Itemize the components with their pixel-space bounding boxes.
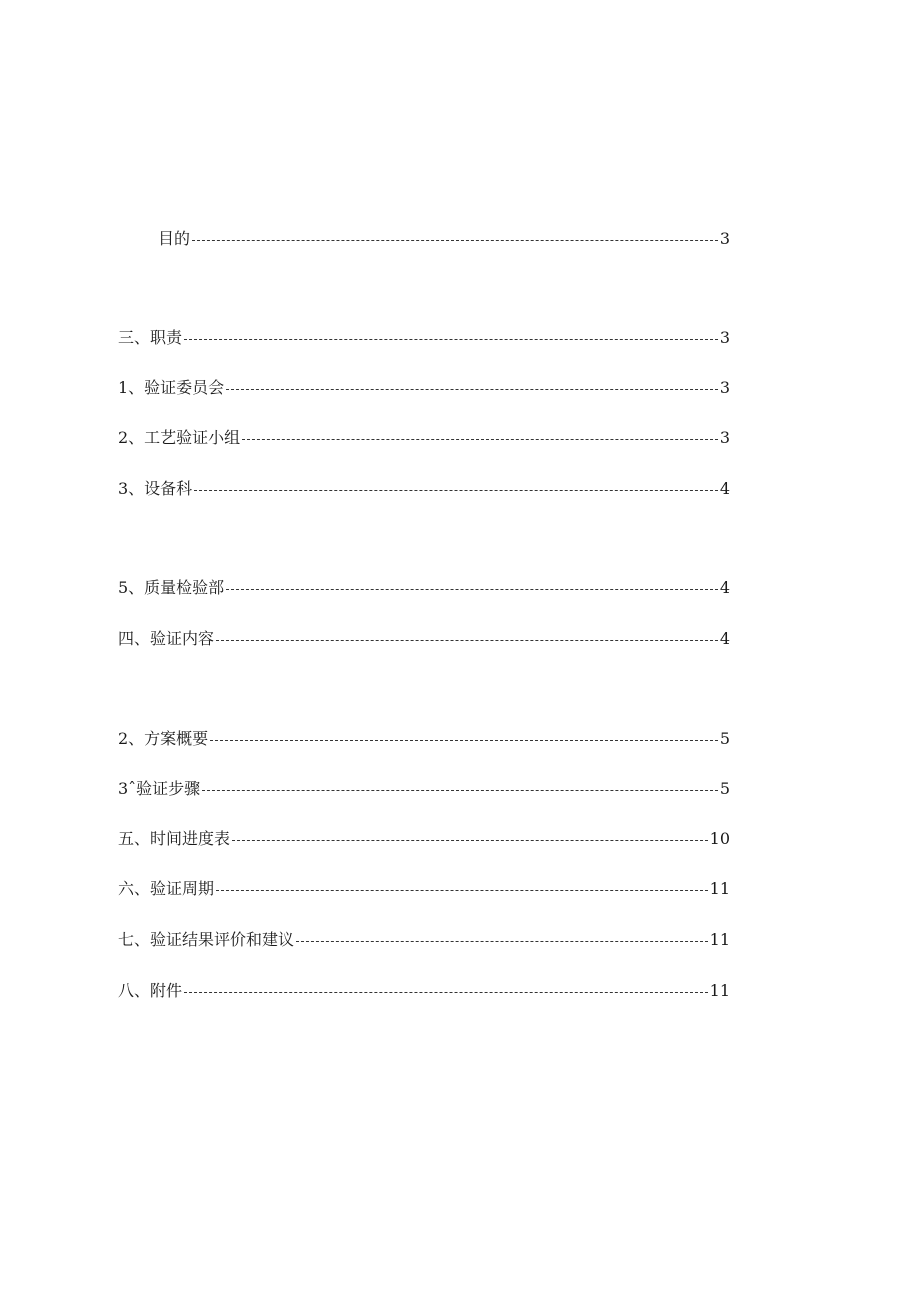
toc-entry-title: 五、时间进度表	[118, 829, 231, 848]
toc-entry-title: 六、验证周期	[118, 879, 215, 898]
toc-entry-page: 3	[719, 328, 730, 347]
toc-entry-page: 4	[719, 578, 730, 597]
toc-entry-title: 八、附件	[118, 981, 183, 1000]
toc-entry-evaluation[interactable]	[118, 928, 730, 952]
toc-dot-leader	[216, 640, 718, 641]
toc-entry-title: 1、验证委员会	[118, 378, 225, 397]
toc-entry-title: 2、工艺验证小组	[118, 428, 241, 447]
toc-entry-title: 2、方案概要	[118, 729, 209, 748]
toc-entry-page: 5	[719, 779, 730, 798]
toc-entry-page: 5	[719, 729, 730, 748]
toc-entry-schedule[interactable]	[118, 827, 730, 851]
toc-entry-validation-committee[interactable]	[118, 376, 730, 400]
toc-dot-leader	[184, 992, 708, 993]
toc-dot-leader	[194, 490, 718, 491]
toc-entry-title: 三、职责	[118, 328, 183, 347]
toc-entry-plan-overview[interactable]	[118, 727, 730, 751]
toc-dot-leader	[242, 439, 718, 440]
toc-entry-page: 10	[709, 829, 730, 848]
toc-entry-purpose[interactable]	[158, 227, 730, 251]
toc-entry-page: 11	[709, 879, 730, 898]
toc-entry-page: 4	[719, 629, 730, 648]
table-of-contents	[118, 0, 730, 1301]
toc-entry-validation-content[interactable]	[118, 627, 730, 651]
toc-entry-title: 3ˆ验证步骤	[118, 779, 201, 798]
toc-entry-page: 3	[719, 428, 730, 447]
toc-dot-leader	[226, 589, 718, 590]
toc-dot-leader	[216, 890, 708, 891]
toc-entry-page: 4	[719, 479, 730, 498]
toc-dot-leader	[192, 240, 718, 241]
toc-entry-responsibilities[interactable]	[118, 326, 730, 350]
toc-entry-page: 3	[719, 378, 730, 397]
toc-entry-title: 四、验证内容	[118, 629, 215, 648]
toc-entry-page: 11	[709, 981, 730, 1000]
toc-dot-leader	[232, 840, 708, 841]
toc-entry-validation-cycle[interactable]	[118, 877, 730, 901]
toc-dot-leader	[202, 790, 718, 791]
toc-dot-leader	[296, 941, 708, 942]
toc-entry-page: 11	[709, 930, 730, 949]
toc-entry-attachments[interactable]	[118, 979, 730, 1003]
toc-entry-page: 3	[719, 229, 730, 248]
toc-entry-title: 七、验证结果评价和建议	[118, 930, 295, 949]
toc-entry-title: 3、设备科	[118, 479, 193, 498]
toc-entry-quality-inspection[interactable]	[118, 576, 730, 600]
toc-entry-validation-steps[interactable]	[118, 777, 730, 801]
toc-dot-leader	[226, 389, 718, 390]
toc-entry-process-validation-team[interactable]	[118, 426, 730, 450]
toc-entry-title: 目的	[158, 229, 191, 248]
toc-entry-title: 5、质量检验部	[118, 578, 225, 597]
toc-dot-leader	[184, 339, 718, 340]
toc-dot-leader	[210, 740, 718, 741]
toc-entry-equipment-dept[interactable]	[118, 477, 730, 501]
